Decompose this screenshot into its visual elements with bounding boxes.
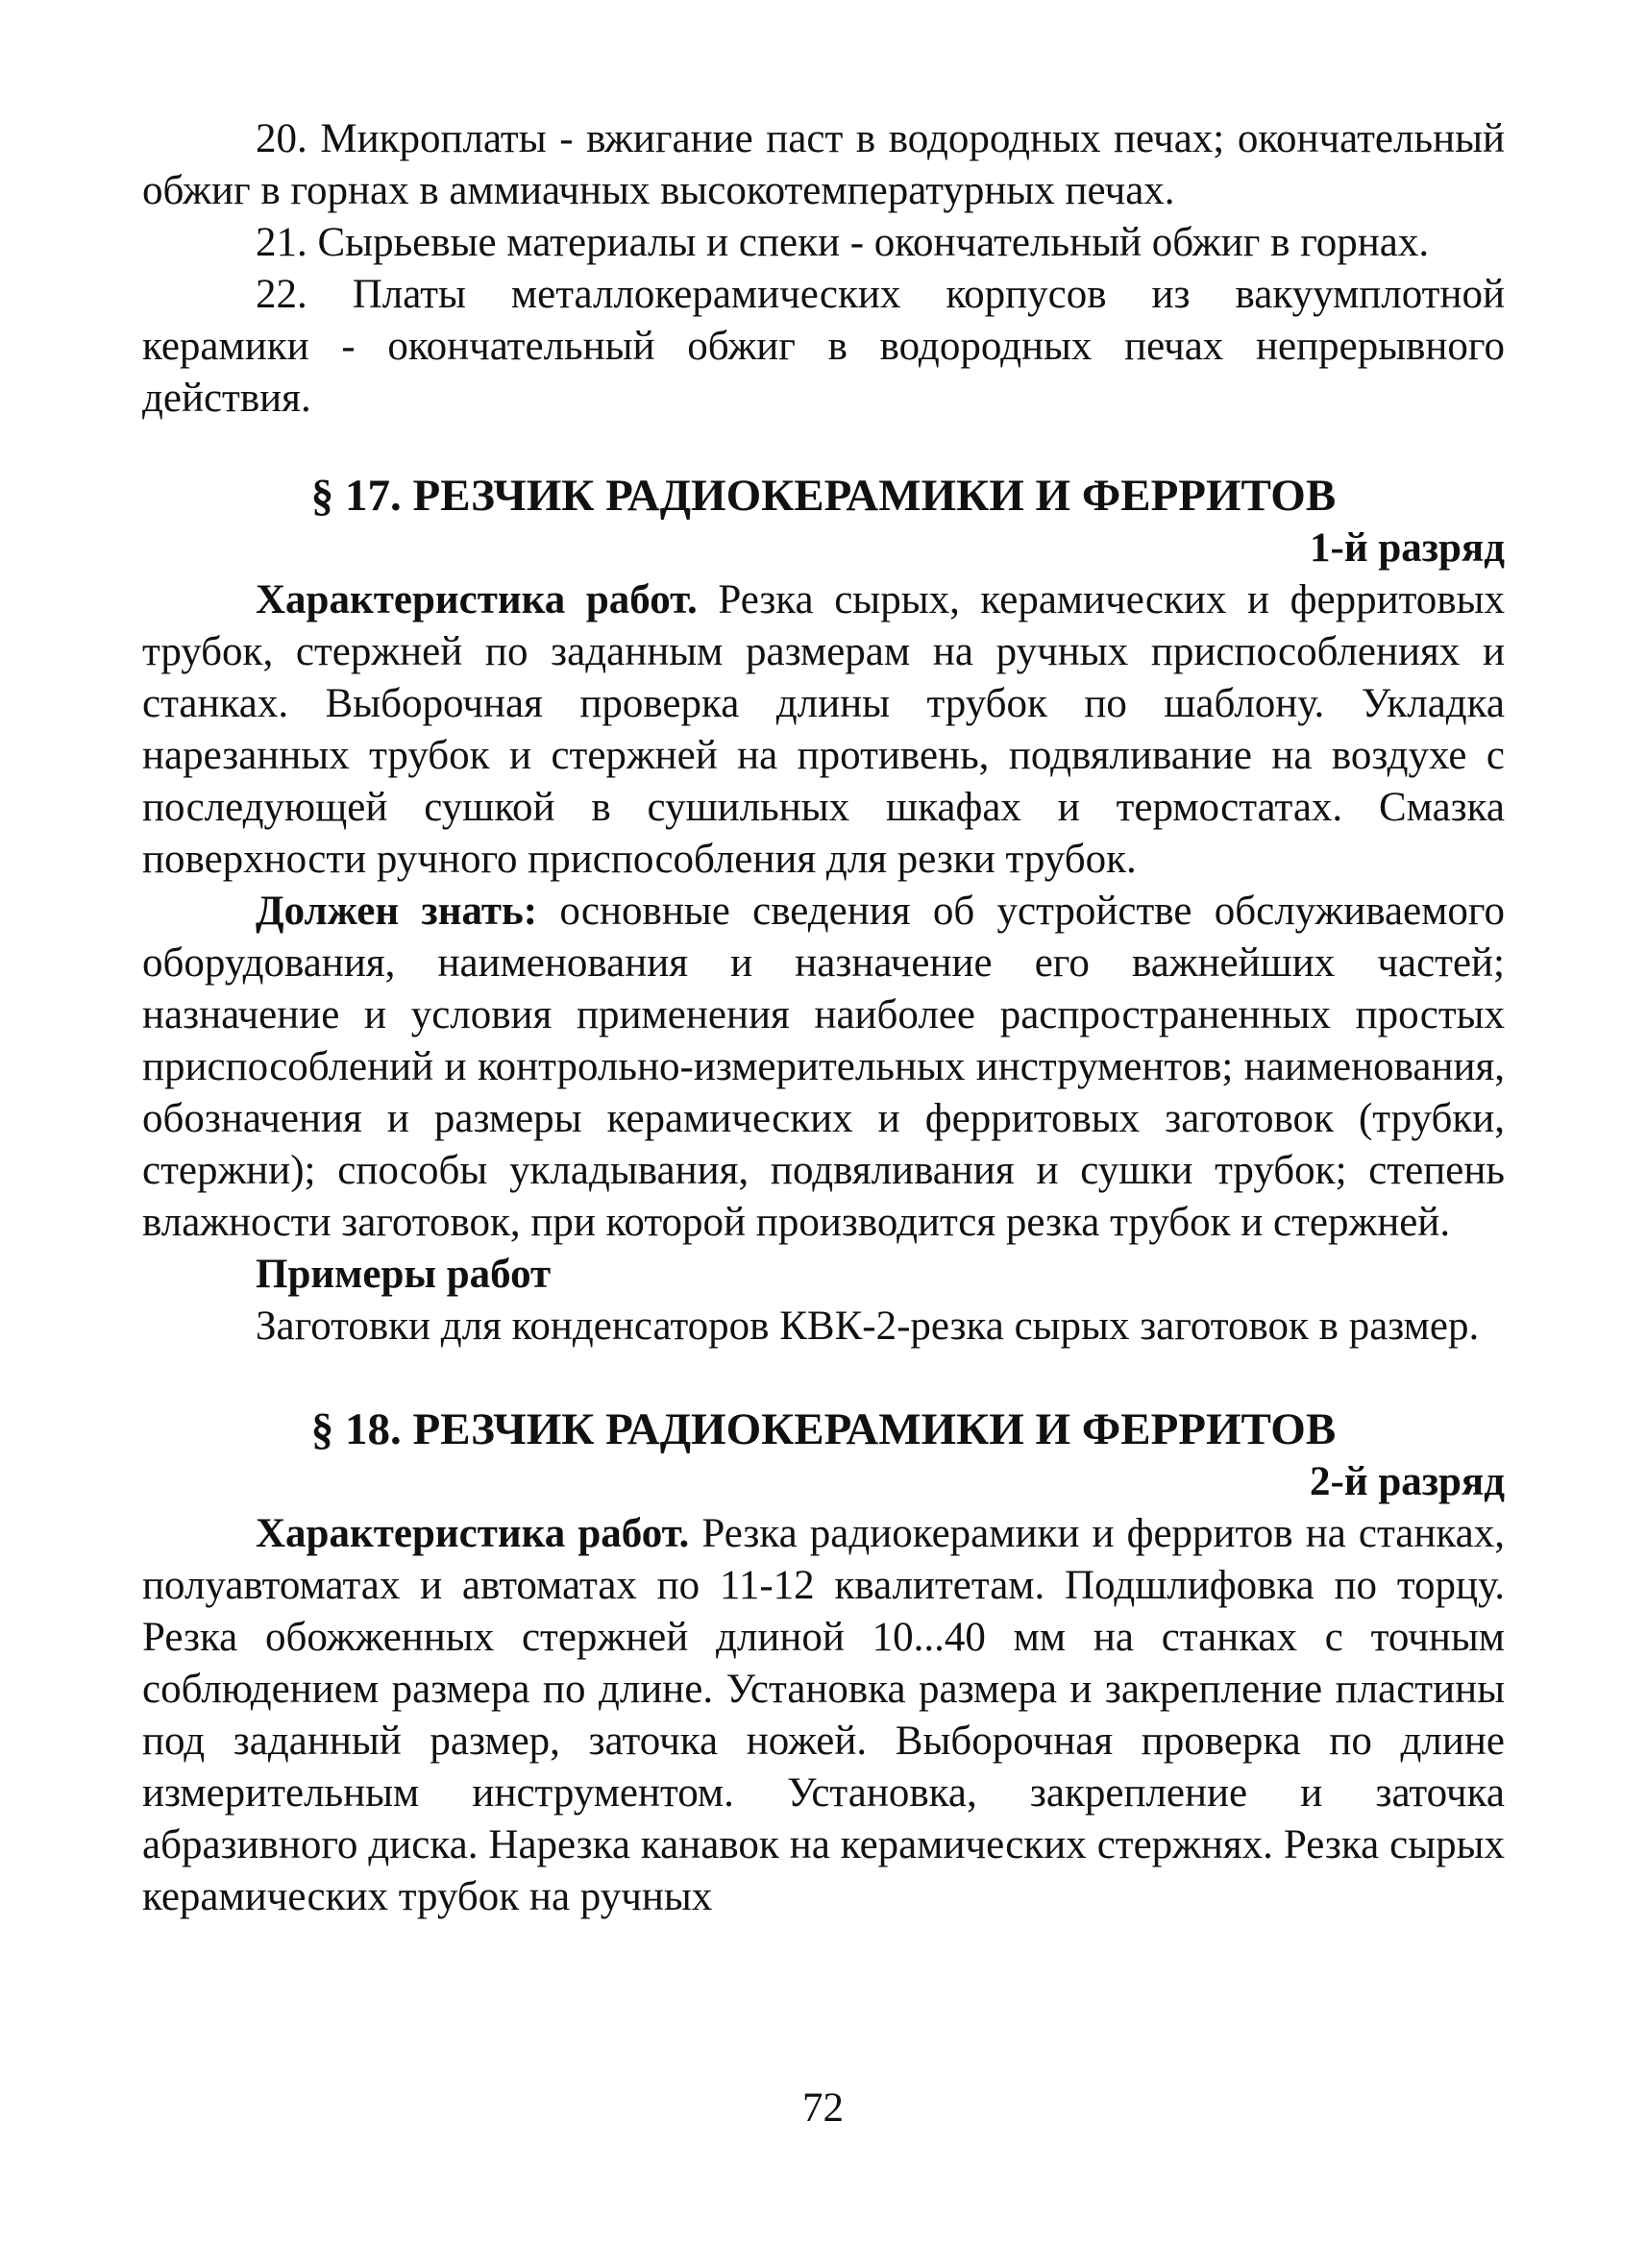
examples-heading: Примеры работ (256, 1252, 552, 1297)
section-18 (142, 1402, 1505, 1923)
list-item-20: 20. Микроплаты - вжигание паст в водородных печах; окончательный обжиг в горнах в аммиачных высокотемпературных печах. (142, 116, 1505, 213)
section-17-title: § 17. РЕЗЧИК РАДИОКЕРАМИКИ И ФЕРРИТОВ (310, 471, 1337, 521)
section-18-title: § 18. РЕЗЧИК РАДИОКЕРАМИКИ И ФЕРРИТОВ (310, 1404, 1337, 1454)
section-18-characteristics (142, 1508, 1505, 1923)
characteristics-label: Характеристика работ. (256, 577, 698, 622)
section-17-grade: 1-й разряд (1310, 525, 1505, 571)
knowledge-label: Должен знать: (256, 889, 538, 934)
list-item-22: 22. Платы металлокерамических корпусов из вакуумплотной керамики - окончательный обжиг в водородных печах непрерывного действия. (142, 272, 1505, 421)
page-content (142, 113, 1505, 1923)
page-number: 72 (802, 2085, 844, 2131)
list-item-21: 21. Сырьевые материалы и спеки - окончательный обжиг в горнах. (256, 220, 1430, 265)
knowledge-text: основные сведения об устройстве обслуживаемого оборудования, наименования и назначение его важнейших частей; назначение и условия применения наиболее распространенных простых приспособлений и контрольно-измерительных инструментов; наименования, обозначения и размеры керамических и ферритовых заготовок (трубки, стержни); способы укладывания, подвяливания и сушки трубок; степень влажности заготовок, при которой производится резка трубок и стержней. (142, 889, 1505, 1245)
example-item: Заготовки для конденсаторов КВК-2-резка сырых заготовок в размер. (256, 1304, 1480, 1349)
section-18-grade: 2-й разряд (1310, 1459, 1505, 1504)
characteristics-text: Резка радиокерамики и ферритов на станках, полуавтоматах и автоматах по 11-12 квалитетам. Подшлифовка по торцу. Резка обожженных стержней длиной 10...40 мм на станках с точным соблюдением размера по длине. Установка размера и закрепление пластины под заданный размер, заточка ножей. Выборочная проверка по длине измерительным инструментом. Установка, закрепление и заточка абразивного диска. Нарезка канавок на керамических стержнях. Резка сырых керамических трубок на ручных (142, 1511, 1505, 1919)
section-17-characteristics (142, 574, 1505, 886)
characteristics-text: Резка сырых, керамических и ферритовых трубок, стержней по заданным размерам на ручных приспособлениях и станках. Выборочная проверка длины трубок по шаблону. Укладка нарезанных трубок и стержней на противень, подвяливание на воздухе с последующей сушкой в сушильных шкафах и термостатах. Смазка поверхности ручного приспособления для резки трубок. (142, 577, 1505, 882)
section-17-knowledge (142, 886, 1505, 1249)
characteristics-label: Характеристика работ. (256, 1511, 690, 1556)
section-17 (142, 469, 1505, 1353)
